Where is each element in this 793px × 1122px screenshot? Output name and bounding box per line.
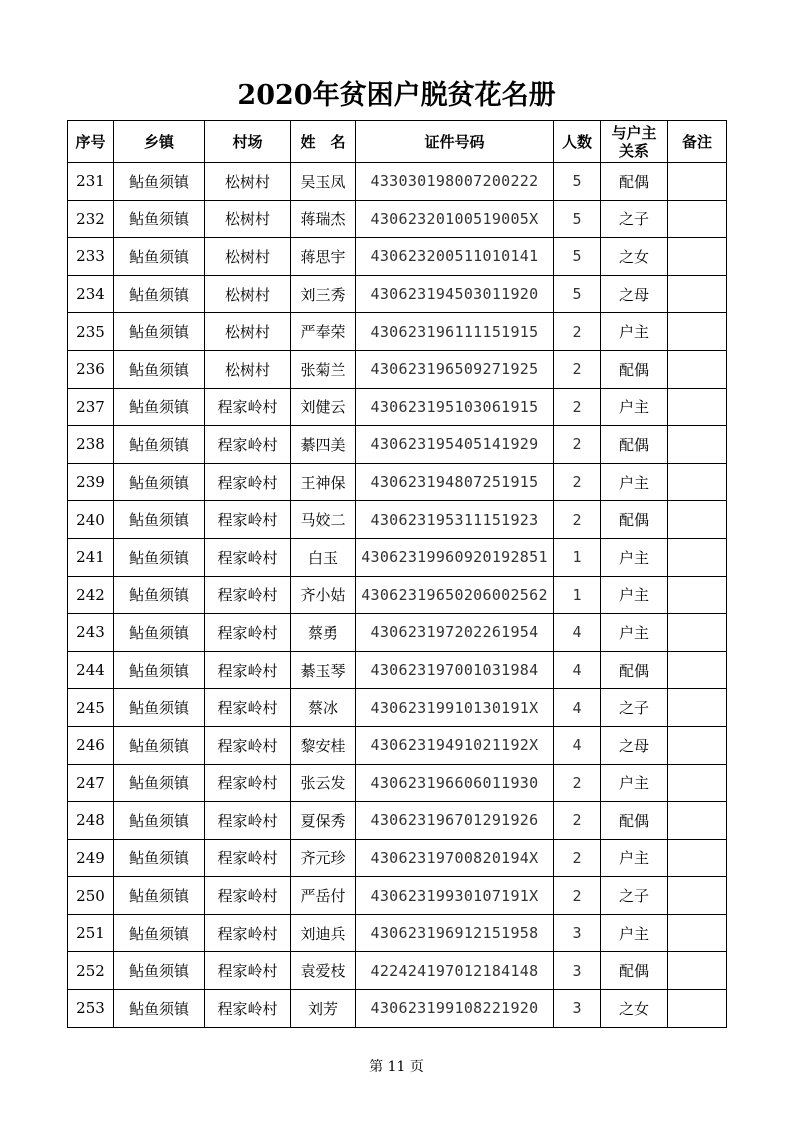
cell-town: 鲇鱼须镇 xyxy=(114,501,205,539)
cell-id-number: 43062319700820194X xyxy=(356,839,554,877)
cell-remark xyxy=(668,990,727,1028)
table-row xyxy=(68,275,727,313)
cell-household-count: 5 xyxy=(554,275,601,313)
cell-relation: 户主 xyxy=(601,914,668,952)
cell-seq: 249 xyxy=(68,839,114,877)
cell-town: 鲇鱼须镇 xyxy=(114,200,205,238)
table-row xyxy=(68,313,727,351)
cell-household-count: 5 xyxy=(554,200,601,238)
cell-id-number: 430623195405141929 xyxy=(356,426,554,464)
cell-town: 鲇鱼须镇 xyxy=(114,426,205,464)
cell-name: 吴玉凤 xyxy=(291,163,356,201)
cell-id-number: 430623194503011920 xyxy=(356,275,554,313)
cell-town: 鲇鱼须镇 xyxy=(114,163,205,201)
cell-town: 鲇鱼须镇 xyxy=(114,275,205,313)
cell-village: 程家岭村 xyxy=(205,388,291,426)
cell-village: 松树村 xyxy=(205,350,291,388)
page-number: 第 11 页 xyxy=(369,1059,424,1075)
cell-name: 张菊兰 xyxy=(291,350,356,388)
cell-id-number: 430623196509271925 xyxy=(356,350,554,388)
cell-name: 齐元珍 xyxy=(291,839,356,877)
cell-village: 程家岭村 xyxy=(205,764,291,802)
cell-village: 程家岭村 xyxy=(205,990,291,1028)
table-body xyxy=(68,163,727,1028)
cell-household-count: 5 xyxy=(554,163,601,201)
cell-id-number: 43062319650206002562 xyxy=(356,576,554,614)
cell-village: 程家岭村 xyxy=(205,914,291,952)
table-row xyxy=(68,576,727,614)
cell-household-count: 2 xyxy=(554,388,601,426)
cell-remark xyxy=(668,313,727,351)
cell-town: 鲇鱼须镇 xyxy=(114,313,205,351)
cell-town: 鲇鱼须镇 xyxy=(114,614,205,652)
cell-seq: 235 xyxy=(68,313,114,351)
cell-id-number: 430623195311151923 xyxy=(356,501,554,539)
header-town: 乡镇 xyxy=(114,121,205,163)
cell-town: 鲇鱼须镇 xyxy=(114,576,205,614)
cell-seq: 244 xyxy=(68,651,114,689)
cell-name: 刘芳 xyxy=(291,990,356,1028)
cell-household-count: 2 xyxy=(554,764,601,802)
cell-id-number: 430623197202261954 xyxy=(356,614,554,652)
cell-village: 程家岭村 xyxy=(205,463,291,501)
cell-relation: 之女 xyxy=(601,238,668,276)
table-row xyxy=(68,501,727,539)
cell-id-number: 430623196912151958 xyxy=(356,914,554,952)
cell-relation: 之女 xyxy=(601,990,668,1028)
cell-village: 松树村 xyxy=(205,238,291,276)
table-header-row xyxy=(68,121,727,163)
cell-name: 严奉荣 xyxy=(291,313,356,351)
cell-household-count: 3 xyxy=(554,952,601,990)
cell-id-number: 430623199108221920 xyxy=(356,990,554,1028)
cell-household-count: 2 xyxy=(554,877,601,915)
cell-relation: 配偶 xyxy=(601,501,668,539)
cell-id-number: 43062319960920192851 xyxy=(356,538,554,576)
cell-remark xyxy=(668,576,727,614)
cell-household-count: 4 xyxy=(554,614,601,652)
cell-id-number: 43062320100519005X xyxy=(356,200,554,238)
cell-name: 张云发 xyxy=(291,764,356,802)
table-row xyxy=(68,651,727,689)
table-row xyxy=(68,388,727,426)
table-row xyxy=(68,839,727,877)
cell-name: 綦四美 xyxy=(291,426,356,464)
cell-household-count: 2 xyxy=(554,839,601,877)
cell-village: 松树村 xyxy=(205,275,291,313)
cell-name: 刘健云 xyxy=(291,388,356,426)
cell-name: 蒋思宇 xyxy=(291,238,356,276)
header-relation-line1: 与户主 xyxy=(611,123,657,142)
cell-seq: 232 xyxy=(68,200,114,238)
cell-household-count: 2 xyxy=(554,313,601,351)
cell-town: 鲇鱼须镇 xyxy=(114,764,205,802)
cell-name: 蒋瑞杰 xyxy=(291,200,356,238)
table-row xyxy=(68,200,727,238)
cell-household-count: 4 xyxy=(554,726,601,764)
cell-id-number: 43062319910130191X xyxy=(356,689,554,727)
cell-name: 綦玉琴 xyxy=(291,651,356,689)
table-row xyxy=(68,877,727,915)
cell-town: 鲇鱼须镇 xyxy=(114,463,205,501)
cell-seq: 242 xyxy=(68,576,114,614)
cell-name: 袁爱枝 xyxy=(291,952,356,990)
cell-remark xyxy=(668,802,727,840)
cell-seq: 234 xyxy=(68,275,114,313)
header-remark: 备注 xyxy=(668,121,727,163)
header-relation xyxy=(601,121,668,163)
cell-village: 程家岭村 xyxy=(205,952,291,990)
cell-seq: 253 xyxy=(68,990,114,1028)
cell-remark xyxy=(668,689,727,727)
cell-village: 松树村 xyxy=(205,313,291,351)
cell-town: 鲇鱼须镇 xyxy=(114,839,205,877)
cell-village: 程家岭村 xyxy=(205,614,291,652)
cell-relation: 配偶 xyxy=(601,952,668,990)
cell-remark xyxy=(668,914,727,952)
cell-household-count: 1 xyxy=(554,538,601,576)
cell-village: 松树村 xyxy=(205,163,291,201)
cell-town: 鲇鱼须镇 xyxy=(114,651,205,689)
cell-id-number: 430623195103061915 xyxy=(356,388,554,426)
cell-remark xyxy=(668,163,727,201)
table-row xyxy=(68,689,727,727)
cell-relation: 配偶 xyxy=(601,163,668,201)
table-row xyxy=(68,350,727,388)
header-count: 人数 xyxy=(554,121,601,163)
cell-seq: 251 xyxy=(68,914,114,952)
cell-town: 鲇鱼须镇 xyxy=(114,388,205,426)
cell-town: 鲇鱼须镇 xyxy=(114,726,205,764)
cell-seq: 236 xyxy=(68,350,114,388)
cell-household-count: 2 xyxy=(554,350,601,388)
cell-seq: 237 xyxy=(68,388,114,426)
cell-remark xyxy=(668,200,727,238)
cell-id-number: 43062319491021192X xyxy=(356,726,554,764)
cell-seq: 248 xyxy=(68,802,114,840)
cell-village: 程家岭村 xyxy=(205,576,291,614)
cell-relation: 之子 xyxy=(601,877,668,915)
cell-village: 程家岭村 xyxy=(205,802,291,840)
table-row xyxy=(68,463,727,501)
cell-name: 夏保秀 xyxy=(291,802,356,840)
cell-id-number: 430623197001031984 xyxy=(356,651,554,689)
cell-village: 松树村 xyxy=(205,200,291,238)
cell-relation: 之子 xyxy=(601,689,668,727)
cell-id-number: 430623200511010141 xyxy=(356,238,554,276)
cell-id-number: 430623196606011930 xyxy=(356,764,554,802)
cell-town: 鲇鱼须镇 xyxy=(114,802,205,840)
cell-relation: 配偶 xyxy=(601,802,668,840)
cell-household-count: 2 xyxy=(554,463,601,501)
cell-seq: 238 xyxy=(68,426,114,464)
cell-remark xyxy=(668,238,727,276)
cell-household-count: 3 xyxy=(554,990,601,1028)
cell-relation: 户主 xyxy=(601,764,668,802)
cell-relation: 户主 xyxy=(601,839,668,877)
cell-relation: 之子 xyxy=(601,200,668,238)
header-name: 姓 名 xyxy=(291,121,356,163)
cell-relation: 户主 xyxy=(601,614,668,652)
cell-remark xyxy=(668,426,727,464)
cell-village: 程家岭村 xyxy=(205,877,291,915)
document-title: 2020年贫困户脱贫花名册 xyxy=(237,80,556,111)
cell-remark xyxy=(668,538,727,576)
cell-town: 鲇鱼须镇 xyxy=(114,689,205,727)
table-row xyxy=(68,802,727,840)
header-seq: 序号 xyxy=(68,121,114,163)
cell-seq: 250 xyxy=(68,877,114,915)
cell-name: 刘三秀 xyxy=(291,275,356,313)
cell-name: 黎安桂 xyxy=(291,726,356,764)
cell-name: 白玉 xyxy=(291,538,356,576)
cell-remark xyxy=(668,388,727,426)
cell-seq: 239 xyxy=(68,463,114,501)
cell-relation: 户主 xyxy=(601,576,668,614)
cell-id-number: 430623196701291926 xyxy=(356,802,554,840)
cell-name: 严岳付 xyxy=(291,877,356,915)
table-row xyxy=(68,990,727,1028)
cell-household-count: 3 xyxy=(554,914,601,952)
cell-relation: 户主 xyxy=(601,463,668,501)
header-village: 村场 xyxy=(205,121,291,163)
cell-town: 鲇鱼须镇 xyxy=(114,990,205,1028)
cell-remark xyxy=(668,839,727,877)
cell-remark xyxy=(668,275,727,313)
cell-town: 鲇鱼须镇 xyxy=(114,914,205,952)
cell-relation: 配偶 xyxy=(601,350,668,388)
table-row xyxy=(68,538,727,576)
header-id: 证件号码 xyxy=(356,121,554,163)
cell-id-number: 43062319930107191X xyxy=(356,877,554,915)
cell-household-count: 4 xyxy=(554,689,601,727)
cell-id-number: 430623194807251915 xyxy=(356,463,554,501)
cell-relation: 配偶 xyxy=(601,651,668,689)
cell-town: 鲇鱼须镇 xyxy=(114,877,205,915)
table-row xyxy=(68,914,727,952)
cell-household-count: 2 xyxy=(554,426,601,464)
cell-village: 程家岭村 xyxy=(205,839,291,877)
cell-seq: 245 xyxy=(68,689,114,727)
cell-village: 程家岭村 xyxy=(205,689,291,727)
cell-household-count: 2 xyxy=(554,802,601,840)
cell-remark xyxy=(668,764,727,802)
roster-table xyxy=(67,120,727,1028)
cell-relation: 之母 xyxy=(601,275,668,313)
cell-seq: 241 xyxy=(68,538,114,576)
header-relation-line2: 关系 xyxy=(618,141,649,160)
cell-name: 蔡冰 xyxy=(291,689,356,727)
cell-village: 程家岭村 xyxy=(205,651,291,689)
cell-household-count: 4 xyxy=(554,651,601,689)
cell-relation: 户主 xyxy=(601,538,668,576)
cell-name: 马姣二 xyxy=(291,501,356,539)
cell-remark xyxy=(668,952,727,990)
cell-village: 程家岭村 xyxy=(205,726,291,764)
cell-town: 鲇鱼须镇 xyxy=(114,952,205,990)
cell-name: 刘迪兵 xyxy=(291,914,356,952)
cell-relation: 户主 xyxy=(601,313,668,351)
cell-relation: 之母 xyxy=(601,726,668,764)
cell-remark xyxy=(668,463,727,501)
cell-id-number: 433030198007200222 xyxy=(356,163,554,201)
cell-town: 鲇鱼须镇 xyxy=(114,538,205,576)
table-row xyxy=(68,764,727,802)
cell-household-count: 5 xyxy=(554,238,601,276)
cell-household-count: 2 xyxy=(554,501,601,539)
cell-remark xyxy=(668,651,727,689)
cell-name: 齐小姑 xyxy=(291,576,356,614)
cell-id-number: 422424197012184148 xyxy=(356,952,554,990)
table-row xyxy=(68,238,727,276)
cell-remark xyxy=(668,877,727,915)
cell-remark xyxy=(668,726,727,764)
cell-name: 蔡勇 xyxy=(291,614,356,652)
cell-remark xyxy=(668,501,727,539)
table-row xyxy=(68,163,727,201)
table-row xyxy=(68,952,727,990)
cell-seq: 233 xyxy=(68,238,114,276)
cell-seq: 240 xyxy=(68,501,114,539)
cell-household-count: 1 xyxy=(554,576,601,614)
cell-id-number: 430623196111151915 xyxy=(356,313,554,351)
cell-remark xyxy=(668,350,727,388)
cell-seq: 252 xyxy=(68,952,114,990)
cell-town: 鲇鱼须镇 xyxy=(114,238,205,276)
cell-seq: 247 xyxy=(68,764,114,802)
cell-seq: 231 xyxy=(68,163,114,201)
cell-seq: 243 xyxy=(68,614,114,652)
table-row xyxy=(68,426,727,464)
cell-remark xyxy=(668,614,727,652)
table-row xyxy=(68,614,727,652)
table-row xyxy=(68,726,727,764)
cell-village: 程家岭村 xyxy=(205,538,291,576)
cell-town: 鲇鱼须镇 xyxy=(114,350,205,388)
cell-seq: 246 xyxy=(68,726,114,764)
cell-relation: 户主 xyxy=(601,388,668,426)
cell-village: 程家岭村 xyxy=(205,426,291,464)
cell-village: 程家岭村 xyxy=(205,501,291,539)
cell-name: 王神保 xyxy=(291,463,356,501)
cell-relation: 配偶 xyxy=(601,426,668,464)
